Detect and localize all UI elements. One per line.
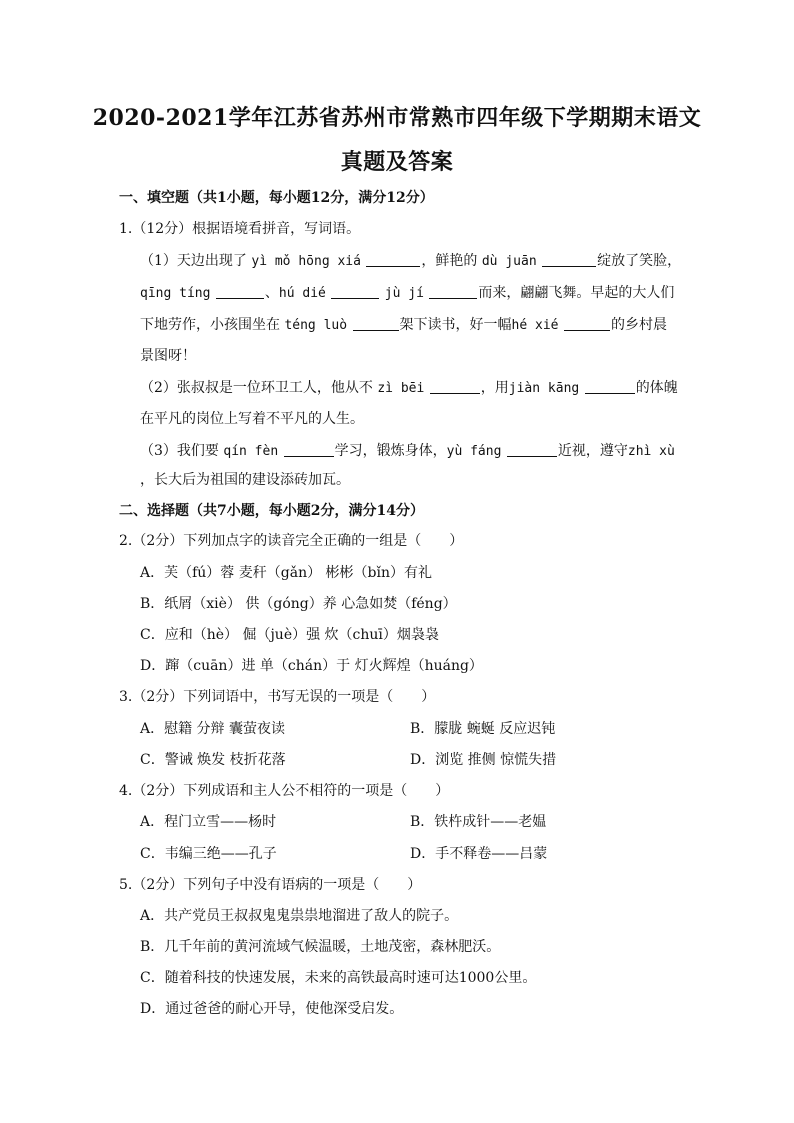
pinyin: hú dié: [278, 286, 326, 301]
q1-p2-line2: 在平凡的岗位上写着不平凡的人生。: [140, 411, 364, 427]
answer-blank[interactable]: [429, 284, 477, 299]
q5-stem: 5.（2分）下列句子中没有语病的一项是（ ）: [119, 877, 422, 893]
q5-option-a[interactable]: A．共产党员王叔叔鬼鬼祟祟地溜进了敌人的院子。: [140, 908, 459, 924]
q3-option-a[interactable]: A．慰籍 分辩 囊萤夜读: [140, 721, 286, 737]
answer-blank[interactable]: [366, 252, 420, 267]
pinyin: qīng tíng: [140, 286, 211, 301]
answer-blank[interactable]: [331, 284, 379, 299]
q3-option-d[interactable]: D．浏览 推侧 惊慌失措: [410, 752, 557, 768]
answer-blank[interactable]: [542, 252, 596, 267]
pinyin: zì bēi: [377, 381, 425, 396]
pinyin: yì mǒ hōng xiá: [251, 254, 361, 269]
answer-blank[interactable]: [507, 442, 557, 457]
answer-blank[interactable]: [430, 379, 480, 394]
q1-p1-line1: （1）天边出现了 yì mǒ hōng xiá ，鲜艳的 dù juān 绽放了笑脸，: [140, 253, 682, 269]
section1-heading: 一、填空题（共1小题，每小题12分，满分12分）: [119, 190, 434, 206]
document-title-line2: 真题及答案: [340, 149, 454, 175]
q3-option-c[interactable]: C．警诫 焕发 枝折花落: [140, 752, 286, 768]
pinyin: dù juān: [481, 254, 537, 269]
answer-blank[interactable]: [216, 284, 264, 299]
q1-p1-line2: qīng tíng 、hú dié jù jí 而来，翩翩飞舞。早起的大人们: [140, 285, 675, 301]
q1-p1-line3: 下地劳作，小孩围坐在 téng luò 架下读书，好一幅hé xié 的乡村晨: [140, 317, 667, 333]
pinyin: téng luò: [284, 318, 348, 333]
answer-blank[interactable]: [585, 379, 635, 394]
q1-p2-line1: （2）张叔叔是一位环卫工人，他从不 zì bēi ，用jiàn kāng 的体魄: [140, 380, 678, 396]
q1-p1-line4: 景图呀！: [140, 348, 196, 364]
pinyin: jiàn kāng: [508, 381, 580, 396]
q1-p3-line1: （3）我们要 qín fèn 学习，锻炼身体，yù fáng 近视，遵守zhì xù: [140, 443, 675, 459]
q2-option-c[interactable]: C．应和（hè） 倔（juè）强 炊（chuī）烟袅袅: [140, 627, 439, 643]
answer-blank[interactable]: [353, 316, 399, 331]
q5-option-d[interactable]: D．通过爸爸的耐心开导，使他深受启发。: [140, 1001, 404, 1017]
section2-heading: 二、选择题（共7小题，每小题2分，满分14分）: [119, 503, 424, 519]
q4-option-d[interactable]: D．手不释卷——吕蒙: [410, 846, 548, 862]
q2-stem: 2.（2分）下列加点字的读音完全正确的一组是（ ）: [119, 533, 464, 549]
q5-option-c[interactable]: C．随着科技的快速发展，未来的高铁最高时速可达1000公里。: [140, 970, 537, 986]
q3-option-b[interactable]: B．朦胧 蜿蜒 反应迟钝: [410, 721, 556, 737]
pinyin: jù jí: [384, 286, 424, 301]
q4-option-a[interactable]: A．程门立雪——杨时: [140, 814, 277, 830]
q2-option-a[interactable]: A．芙（fú）蓉 麦秆（gǎn） 彬彬（bǐn）有礼: [140, 565, 432, 581]
answer-blank[interactable]: [284, 442, 334, 457]
q5-option-b[interactable]: B．几千年前的黄河流域气候温暖，土地茂密，森林肥沃。: [140, 939, 501, 955]
q3-stem: 3.（2分）下列词语中，书写无误的一项是（ ）: [119, 689, 436, 705]
pinyin: qín fèn: [223, 444, 279, 459]
q2-option-b[interactable]: B．纸屑（xiè） 供（góng）养 心急如焚（féng）: [140, 596, 457, 612]
pinyin: yù fáng: [446, 444, 502, 459]
q1-p3-line2: ，长大后为祖国的建设添砖加瓦。: [140, 472, 350, 488]
pinyin: hé xié: [511, 318, 559, 333]
q4-option-b[interactable]: B．铁杵成针——老媪: [410, 814, 547, 830]
q2-option-d[interactable]: D．蹿（cuān）进 单（chán）于 灯火辉煌（huáng）: [140, 658, 483, 674]
answer-blank[interactable]: [564, 316, 610, 331]
document-title-line1: 2020-2021学年江苏省苏州市常熟市四年级下学期期末语文: [92, 105, 702, 131]
q1-stem: 1.（12分）根据语境看拼音，写词语。: [119, 221, 361, 237]
q4-option-c[interactable]: C．韦编三绝——孔子: [140, 846, 277, 862]
pinyin: zhì xù: [627, 444, 675, 459]
q4-stem: 4.（2分）下列成语和主人公不相符的一项是（ ）: [119, 783, 450, 799]
